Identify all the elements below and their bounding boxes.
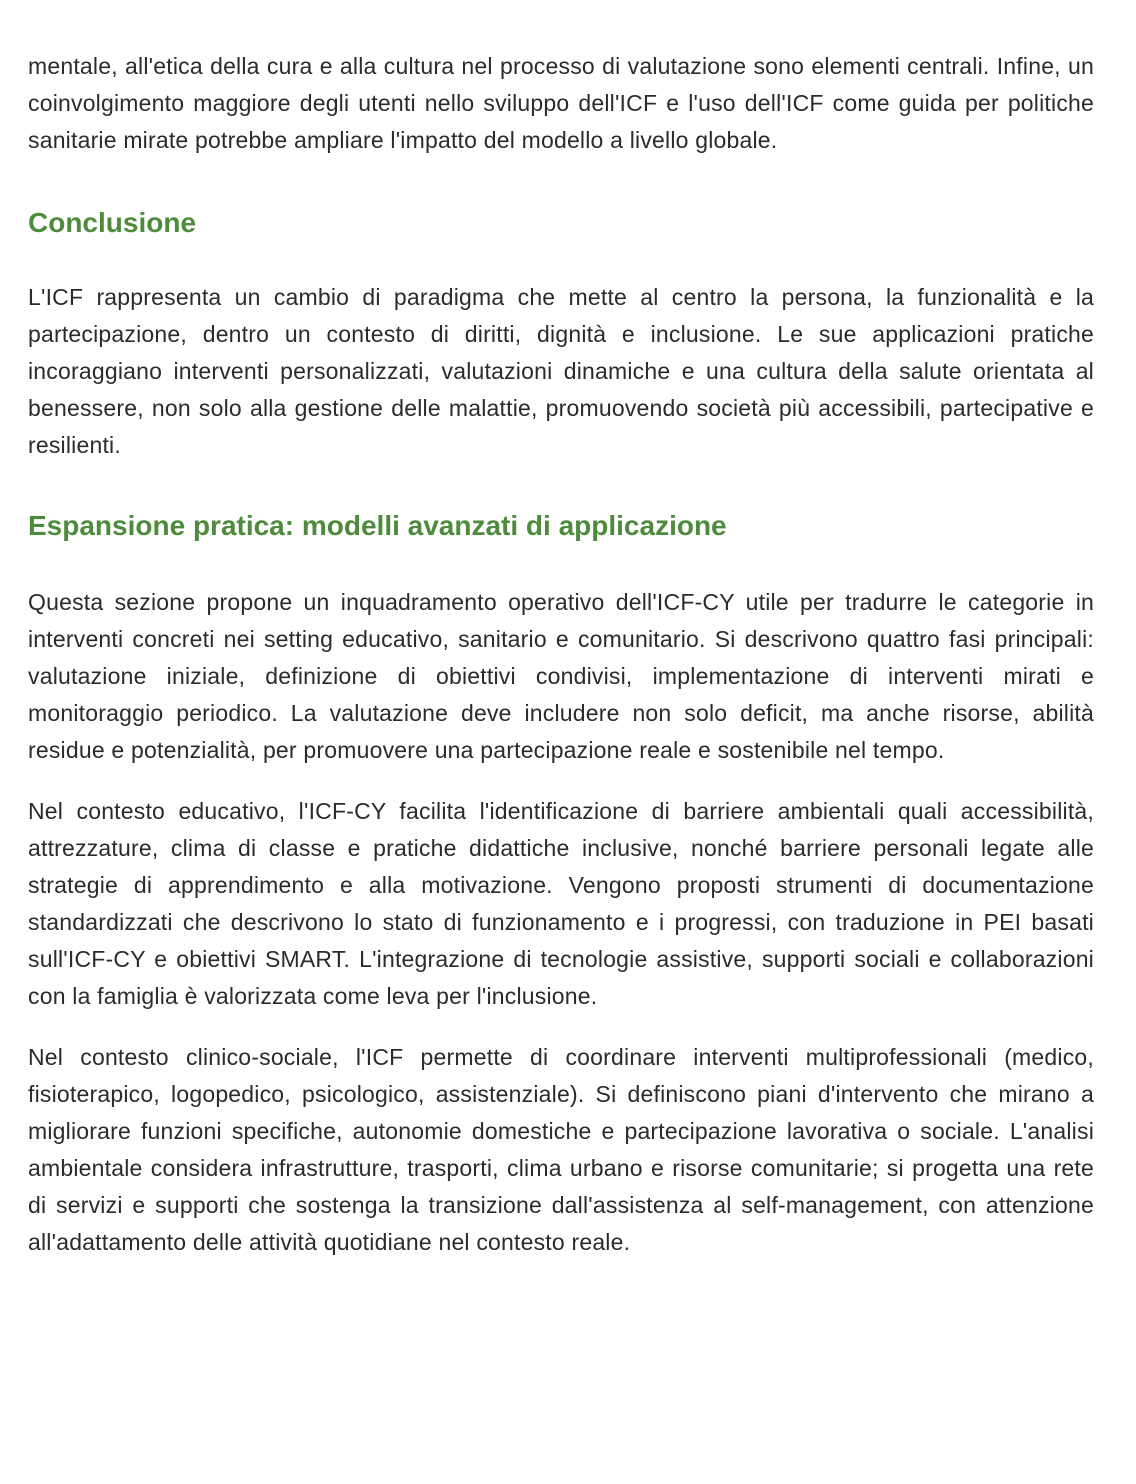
conclusione-paragraph: L'ICF rappresenta un cambio di paradigma che mette al centro la persona, la funzionalità e la partecipazione, dentro un contesto di diritti, dignità e inclusione. Le sue applicazioni pratiche incoraggiano interventi personalizzati, valutazioni dinamiche e una cultura della salute orientata al benessere, non solo alla gestione delle malattie, promuovendo società più accessibili, partecipative e resilienti. xyxy=(28,284,1094,458)
intro-paragraph: mentale, all'etica della cura e alla cultura nel processo di valutazione sono elementi centrali. Infine, un coinvolgimento maggiore degli utenti nello sviluppo dell'ICF e l'uso dell'ICF come guida per politiche sanitarie mirate potrebbe ampliare l'impatto del modello a livello globale. xyxy=(28,53,1094,153)
espansione-paragraph-educativo: Nel contesto educativo, l'ICF-CY facilita l'identificazione di barriere ambientali quali accessibilità, attrezzature, clima di classe e pratiche didattiche inclusive, nonché barriere personali legate alle strategie di apprendimento e alla motivazione. Vengono proposti strumenti di documentazione standardizzati che descrivono lo stato di funzionamento e i progressi, con traduzione in PEI basati sull'ICF-CY e obiettivi SMART. L'integrazione di tecnologie assistive, supporti sociali e collaborazioni con la famiglia è valorizzata come leva per l'inclusione. xyxy=(28,798,1094,1009)
espansione-paragraph-operativo: Questa sezione propone un inquadramento operativo dell'ICF-CY utile per tradurre le categorie in interventi concreti nei setting educativo, sanitario e comunitario. Si descrivono quattro fasi principali: valutazione iniziale, definizione di obiettivi condivisi, implementazione di interventi mirati e monitoraggio periodico. La valutazione deve includere non solo deficit, ma anche risorse, abilità residue e potenzialità, per promuovere una partecipazione reale e sostenibile nel tempo. xyxy=(28,589,1094,763)
espansione-paragraph-clinico-sociale: Nel contesto clinico-sociale, l'ICF permette di coordinare interventi multiprofessionali (medico, fisioterapico, logopedico, psicologico, assistenziale). Si definiscono piani d'intervento che mirano a migliorare funzioni specifiche, autonomie domestiche e partecipazione lavorativa o sociale. L'analisi ambientale considera infrastrutture, trasporti, clima urbano e risorse comunitarie; si progetta una rete di servizi e supporti che sostenga la transizione dall'assistenza al self-management, con attenzione all'adattamento delle attività quotidiane nel contesto reale. xyxy=(28,1044,1094,1255)
espansione-heading: Espansione pratica: modelli avanzati di applicazione xyxy=(28,510,727,541)
conclusione-heading: Conclusione xyxy=(28,207,197,238)
